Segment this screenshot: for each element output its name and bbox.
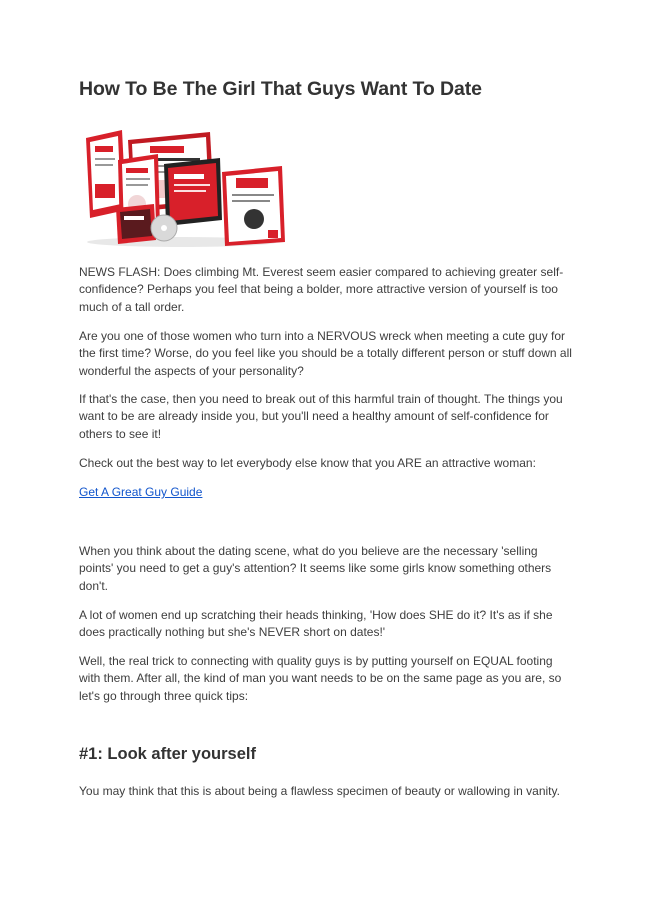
guide-link-paragraph <box>79 484 575 501</box>
nervous-paragraph: Are you one of those women who turn into a NERVOUS wreck when meeting a cute guy for the first time? Worse, do you feel like you should be a totally different person or stuff down all wonderful the aspects of your personality? <box>79 329 572 378</box>
page-title: How To Be The Girl That Guys Want To Date <box>79 78 482 100</box>
dating-scene-paragraph: When you think about the dating scene, what do you believe are the necessary 'selling points' you need to get a guy's attention? It seems like some girls know something others don't. <box>79 544 552 593</box>
product-bundle-image <box>82 124 287 248</box>
intro-paragraph: NEWS FLASH: Does climbing Mt. Everest seem easier compared to achieving greater self-confidence? Perhaps you feel that being a bolder, more attractive version of yourself is too much of a tall order. <box>79 265 564 314</box>
real-trick-paragraph: Well, the real trick to connecting with quality guys is by putting yourself on EQUAL footing with them. After all, the kind of man you want needs to be on the same page as you are, so let's go through three quick tips: <box>79 654 562 703</box>
check-out-paragraph: Check out the best way to let everybody else know that you ARE an attractive woman: <box>79 456 536 470</box>
section-heading: #1: Look after yourself <box>79 745 256 763</box>
break-out-paragraph: If that's the case, then you need to break out of this harmful train of thought. The things you want to be are already inside you, but you'll need a healthy amount of self-confidence for others to see it! <box>79 392 563 441</box>
get-great-guy-guide-link[interactable]: Get A Great Guy Guide <box>79 485 203 499</box>
scratching-heads-paragraph: A lot of women end up scratching their heads thinking, 'How does SHE do it? It's as if she does practically nothing but she's NEVER short on dates!' <box>79 608 553 640</box>
look-after-paragraph: You may think that this is about being a flawless specimen of beauty or wallowing in vanity. <box>79 784 560 798</box>
